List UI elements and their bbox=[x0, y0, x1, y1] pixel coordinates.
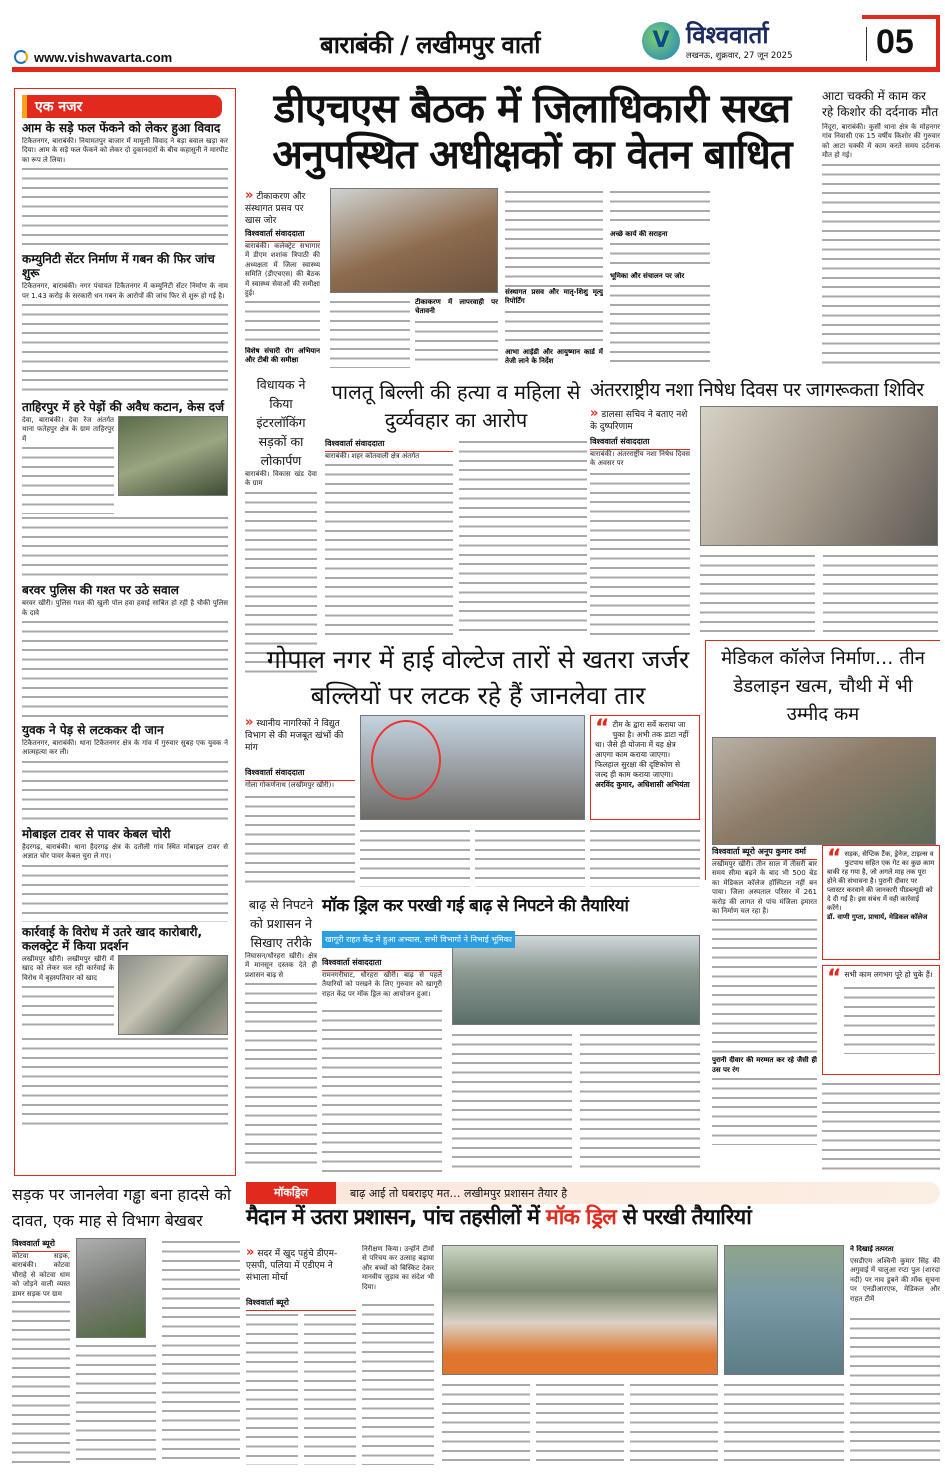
brief-item[interactable]: युवक ने पेड़ से लटककर दी जान टिकैतनगर, बाराबंकी। थाना टिकैतनगर क्षेत्र के गांव में गुरुवार सुबह एक युवक ने आत्महत्या कर ली। bbox=[22, 723, 228, 824]
chevron-icon: » bbox=[590, 406, 599, 421]
mockdrill-strap bbox=[246, 1182, 940, 1204]
subhead: टीकाकरण में लापरवाही पर चेतावनी bbox=[415, 298, 498, 316]
mockdrill-headline[interactable]: मैदान में उतरा प्रशासन, पांच तहसीलों में मॉक ड्रिल से परखी तैयारियां bbox=[246, 1205, 752, 1230]
anti-drug-story: अंतरराष्ट्रीय नशा निषेध दिवस पर जागरूकता शिविर » डालसा सचिव ने बताए नशे के दुष्परिणाम विश्ववार्ता संवाददाता बाराबंकी। अंतरराष्ट्रीय नशा निषेध दिवस के अवसर पर bbox=[590, 378, 940, 638]
story-body: बाराबंकी। अंतरराष्ट्रीय नशा निषेध दिवस के अवसर पर bbox=[590, 450, 690, 468]
lead-story bbox=[245, 188, 815, 368]
story-body: निरीक्षण किया। उन्होंने टीमों से परिचय कर उत्साह बढ़ाया और बच्चों को बिस्किट देकर मानवीय जुड़ाव का संदेश भी दिया। bbox=[362, 1245, 434, 1291]
chevron-icon: » bbox=[245, 188, 254, 203]
flour-mill-story bbox=[822, 88, 940, 370]
flood-banner: खागूरी राहत केंद्र में हुआ अभ्यास, सभी विभागों ने निभाई भूमिका bbox=[322, 931, 515, 948]
chevron-icon: » bbox=[245, 715, 254, 730]
pothole-photo bbox=[76, 1238, 146, 1338]
gopal-headline[interactable]: गोपाल नगर में हाई वोल्टेज तारों से खतरा जर्जर बल्लियों पर लटक रहे हैं जानलेवा तार bbox=[266, 645, 690, 710]
brief-item[interactable]: आम के सड़े फल फेंकने को लेकर हुआ विवाद टिकैतनगर, बाराबंकी। नियामतपुर बाजार में मामूली विवाद ने बड़ा बवाल खड़ा कर दिया। आम के सड़े फल फेंकने को लेकर दो दुकानदारों के बीच कहासुनी ने मारपीट का रूप ले लिया। bbox=[22, 121, 228, 249]
lead-headline[interactable]: डीएचएस बैठक में जिलाधिकारी सख्त अनुपस्थित अधीक्षकों का वेतन बाधित bbox=[272, 86, 792, 178]
byline: विश्ववार्ता संवाददाता bbox=[245, 767, 355, 781]
protest-photo bbox=[118, 955, 228, 1035]
story-body: निंदूरा, बाराबंकी। कुर्सी थाना क्षेत्र के मोहनगर गांव निवासी एक 15 वर्षीय किशोर की गुरुवार को आटा चक्की में काम करते समय दर्दनाक मौत हो गई। bbox=[822, 123, 940, 160]
flood-side-story bbox=[245, 895, 317, 1175]
dateline: लखनऊ, शुक्रवार, 27 जून 2025 bbox=[686, 51, 793, 61]
byline: विश्ववार्ता संवाददाता bbox=[245, 228, 320, 242]
byline: विश्ववार्ता ब्यूरो bbox=[246, 1297, 356, 1311]
page-number: 05 bbox=[876, 23, 914, 61]
globe-icon bbox=[14, 50, 28, 64]
pothole-headline[interactable]: सड़क पर जानलेवा गड्ढा बना हादसे को दावत, एक माह से विभाग बेखबर bbox=[12, 1185, 231, 1230]
byline: विश्ववार्ता संवाददाता bbox=[322, 957, 442, 971]
story-body: लखीमपुर खीरी। तीन साल में तीसरी बार समय सीमा बढ़ने के बाद भी 500 बेड का मेडिकल कॉलेज हॉस्पिटल नहीं बन पाया। जिला अस्पताल परिसर में 261 करोड़ की लागत से पांच मंजिला इमारत का निर्माण चल रहा है। bbox=[712, 860, 817, 916]
story-headline[interactable]: मॉक ड्रिल कर परखी गई बाढ़ से निपटने की तैयारियां bbox=[322, 896, 629, 916]
subhead: भूमिका और संचालन पर जोर bbox=[610, 272, 685, 280]
subhead: अच्छे कार्य की सराहना bbox=[610, 230, 668, 238]
tree-cutting-photo bbox=[118, 416, 228, 496]
story-body: कोटवा सड़क, बाराबंकी। कोटवा चौराहे से कोटवा धाम को जोड़ने वाली व्यस्त डामर सड़क पर ग्राम bbox=[12, 1252, 70, 1298]
strap-line: बाढ़ आई तो घबराइए मत… लखीमपुर प्रशासन तैयार है bbox=[350, 1187, 568, 1200]
quote-icon: “ bbox=[827, 966, 842, 991]
brand-name: विश्ववार्ता bbox=[686, 21, 769, 49]
pothole-story bbox=[12, 1238, 240, 1466]
officials-photo bbox=[442, 1245, 718, 1375]
brief-item[interactable]: कार्रवाई के विरोध में उतरे खाद कारोबारी, कलक्ट्रेट में किया प्रदर्शन लखीमपुर खीरी। लखीमपुर खीरी में खाद को लेकर चल रही कार्रवाई के विरोध में बृहस्पतिवार को खाद bbox=[22, 925, 228, 1125]
subhead: आभा आईडी और आयुष्मान कार्ड में तेजी लाने के निर्देश bbox=[505, 348, 603, 366]
story-headline[interactable]: विधायक ने किया इंटरलॉकिंग सड़कों का लोकार्पण bbox=[256, 377, 306, 468]
brief-item[interactable]: ताहिरपुर में हरे पेड़ों की अवैध कटान, केस दर्ज देवा, बाराबंकी। देवा रेंज अंतर्गत थाना फतेहपुर क्षेत्र के ग्राम ताहिरपुर में bbox=[22, 400, 228, 580]
mockdrill-story: » सदर में खुद पहुंचे डीएम-एसपी, पलिया में एडीएम ने संभाला मोर्चा विश्ववार्ता ब्यूरो निरीक्षण किया। उन्होंने टीमों से परिचय कर उत्साह बढ़ाया और बच्चों को बिस्किट देकर मानवीय जुड़ाव का संदेश भी दिया। ने दिखाई तत्परता एसडीएम अश्विनी कुमार सिंह की अगुवाई में चालुआ रप्टा पुल (शारदा नदी) पर नाव डूबने की मॉक सूचना पर एनडीआरएफ, मेडिकल और राहत टीमें bbox=[246, 1245, 940, 1467]
cat-story bbox=[325, 378, 587, 638]
lead-body: बाराबंकी। कलेक्ट्रेट सभागार में डीएम शशांक त्रिपाठी की अध्यक्षता में जिला स्वास्थ्य समिति (डीएचएस) की बैठक में स्वास्थ्य सेवाओं की समीक्षा हुई। bbox=[245, 242, 320, 298]
masthead bbox=[0, 0, 945, 75]
chevron-icon: » bbox=[246, 1245, 255, 1260]
gopal-story: » स्थानीय नागरिकों ने विद्युत विभाग से की मजबूत खंभों की मांग विश्ववार्ता संवाददाता गोला गोकर्णनाथ (लखीमपुर खीरी)। “ टीम के द्वारा सर्वे कराया जा चुका है। अभी तक डाटा नहीं था। जैसे ही योजना में यह क्षेत्र आएगा काम कराया जाएगा। फिलहाल सुरक्षा की दृष्टिकोण से जल्द ही काम कराया जाएगा। अरविंद कुमार, अधिशासी अभियंता bbox=[245, 715, 700, 890]
subhead: पुरानी दीवार की मरम्मत कर रहे जैसी ही उस पर रंग bbox=[712, 1056, 817, 1074]
story-headline[interactable]: मेडिकल कॉलेज निर्माण… तीन डेडलाइन खत्म, चौथी में भी उम्मीद कम bbox=[721, 648, 925, 725]
brand-logo-icon: V bbox=[642, 22, 680, 60]
section-title: बाराबंकी / लखीमपुर वार्ता bbox=[320, 31, 541, 59]
wires-photo bbox=[360, 715, 585, 820]
byline: विश्ववार्ता संवाददाता bbox=[590, 436, 690, 450]
story-headline[interactable]: बाढ़ से निपटने को प्रशासन ने सिखाए तरीके bbox=[248, 897, 314, 950]
story-body: गोला गोकर्णनाथ (लखीमपुर खीरी)। bbox=[245, 781, 334, 789]
quote-box: “ टीम के द्वारा सर्वे कराया जा चुका है। अभी तक डाटा नहीं था। जैसे ही योजना में यह क्षेत्र आएगा काम कराया जाएगा। फिलहाल सुरक्षा की दृष्टिकोण से जल्द ही काम कराया जाएगा। अरविंद कुमार, अधिशासी अभियंता bbox=[590, 715, 700, 820]
page-number-box bbox=[862, 15, 940, 71]
flood-drill-photo bbox=[452, 935, 700, 1025]
dhs-meeting-photo bbox=[330, 188, 498, 293]
ek-nazar-tag: एक नजर bbox=[22, 95, 222, 118]
subhead: ने दिखाई तत्परता bbox=[850, 1245, 894, 1253]
mla-story bbox=[245, 375, 317, 637]
website-url[interactable]: www.vishwavarta.com bbox=[34, 50, 173, 65]
brief-item[interactable]: बरवर पुलिस की गश्त पर उठे सवाल बरवर खीरी। पुलिस गश्त की खुली पोल हवा हवाई साबित हो रही है चौकी पुलिस के दावे bbox=[22, 583, 228, 720]
story-headline[interactable]: पालतू बिल्ली की हत्या व महिला से दुर्व्यवहार का आरोप bbox=[331, 380, 581, 432]
boat-rescue-photo bbox=[724, 1245, 844, 1375]
story-body: एसडीएम अश्विनी कुमार सिंह की अगुवाई में चालुआ रप्टा पुल (शारदा नदी) पर नाव डूबने की मॉक सूचना पर एनडीआरएफ, मेडिकल और राहत टीमें bbox=[850, 1257, 940, 1303]
quote-icon: “ bbox=[827, 846, 842, 871]
story-body: बाराबंकी। शहर कोतवाली क्षेत्र अंतर्गत bbox=[325, 452, 420, 460]
mockdrill-tag: मॉकड्रिल bbox=[246, 1182, 336, 1204]
story-body: रामनगरीघाट, धौरहरा खीरी। बाढ़ से पहले तैयारियों को परखने के लिए गुरुवार को खागूरी राहत केंद्र पर मॉक ड्रिल का आयोजन हुआ। bbox=[322, 971, 442, 998]
flood-story bbox=[322, 897, 700, 1175]
ek-nazar-column bbox=[14, 88, 236, 1176]
construction-photo bbox=[712, 737, 936, 845]
quote-box: “ सभी काम लगभग पूरे हो चुके हैं। bbox=[822, 965, 940, 1075]
story-body: निघासन/धौरहरा खीरी। क्षेत्र में मानसून दस्तक देते ही प्रशासन बाढ़ से bbox=[245, 952, 317, 979]
brief-item[interactable]: मोबाइल टावर से पावर केबल चोरी हैदरगढ़, बाराबंकी। थाना हैदरगढ़ क्षेत्र के दतौली गांव स्थित मोबाइल टावर से अज्ञात चोर पावर केबल चुरा ले गए। bbox=[22, 827, 228, 922]
quote-icon: “ bbox=[595, 716, 610, 741]
subhead: संस्थागत प्रसव और मातृ-शिशु मृत्यु रिपोर्टिंग bbox=[505, 288, 603, 306]
medical-college-story bbox=[705, 640, 940, 880]
quote-box: “ सड़क, सेप्टिक टैंक, ड्रेनेज, टाइल्स व फुटपाथ सहित एक गेट का कुछ काम बाकी रह गया है, जो अगले माह तक पूरा होने की संभावना है। पुरानी दीवार पर प्लास्टर करवाने की जानकारी पीडब्ल्यूडी को दे दी गई है। इस संबंध में वही कार्रवाई करेंगे। डॉ. वाणी गुप्ता, प्राचार्य, मेडिकल कॉलेज bbox=[822, 845, 940, 960]
story-body: बाराबंकी। विकास खंड देवा के ग्राम bbox=[245, 470, 317, 488]
story-headline[interactable]: अंतरराष्ट्रीय नशा निषेध दिवस पर जागरूकता शिविर bbox=[590, 379, 924, 401]
subhead: विशेष संचारी रोग अभियान और टीबी की समीक्षा bbox=[245, 347, 320, 365]
awareness-camp-photo bbox=[700, 406, 938, 546]
header-rule bbox=[12, 67, 940, 72]
lead-kicker: » टीकाकरण और संस्थागत प्रसव पर खास जोर bbox=[245, 188, 306, 226]
brief-item[interactable]: कम्युनिटी सेंटर निर्माण में गबन की फिर जांच शुरू टिकैतनगर, बाराबंकी। नगर पंचायत टिकैतनगर में कम्युनिटी सेंटर निर्माण के नाम पर 1.43 करोड़ के सरकारी धन गबन के आरोपों की जांच फिर से शुरू हो गई है। bbox=[22, 252, 228, 397]
byline: विश्ववार्ता संवाददाता bbox=[325, 438, 453, 452]
byline: विश्ववार्ता ब्यूरो अनूप कुमार वर्मा bbox=[712, 846, 817, 860]
story-headline[interactable]: आटा चक्की में काम कर रहे किशोर की दर्दनाक मौत bbox=[822, 89, 939, 119]
medical-body bbox=[712, 846, 817, 1176]
highlight-circle bbox=[371, 720, 441, 800]
byline: विश्ववार्ता ब्यूरो bbox=[12, 1238, 70, 1252]
